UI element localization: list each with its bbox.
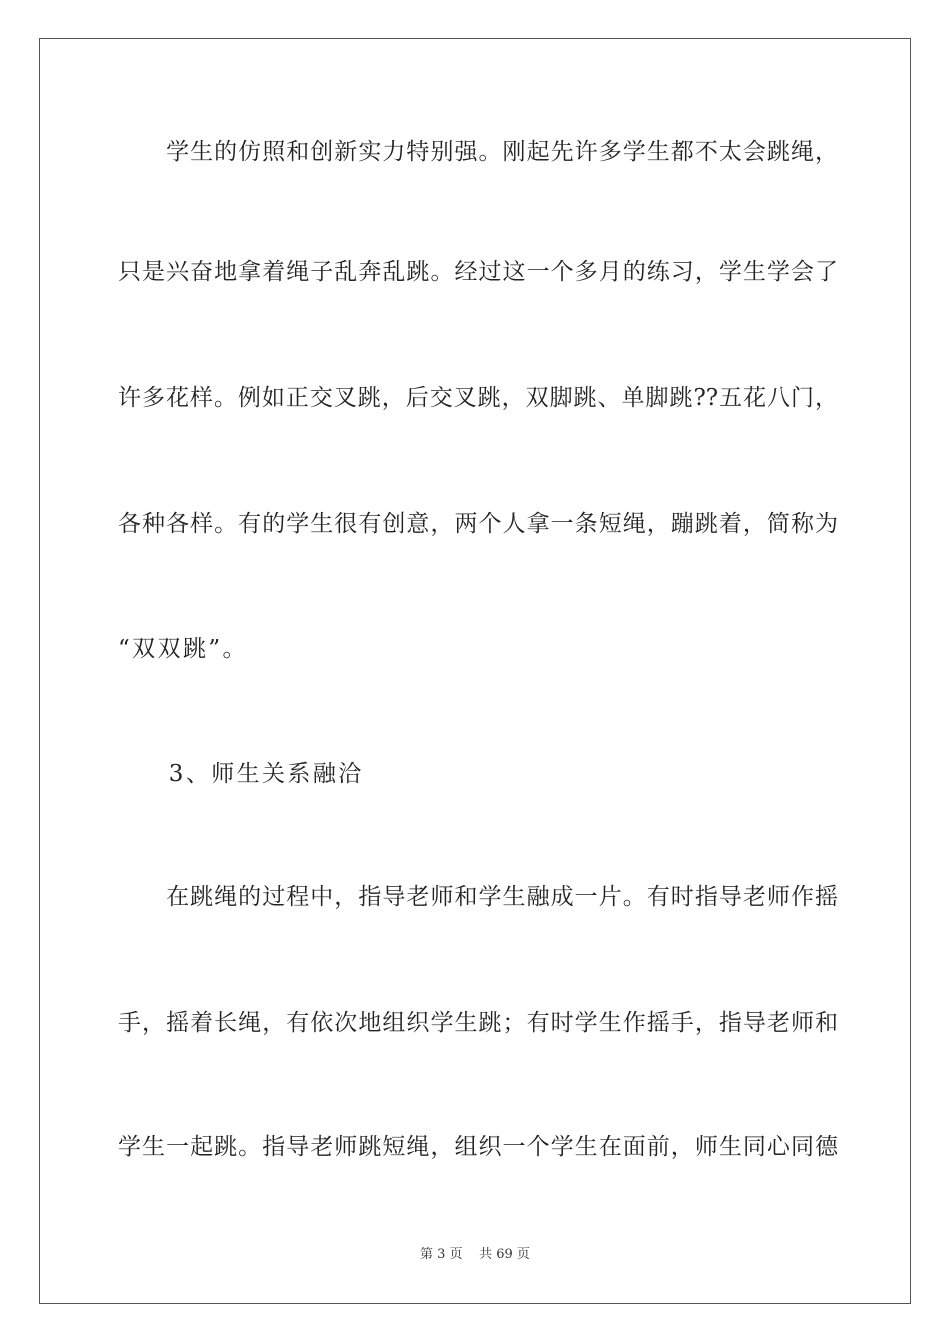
- page-border: [39, 38, 911, 1304]
- page-total: 共 69 页: [479, 1247, 530, 1262]
- text-line: 只是兴奋地拿着绳子乱奔乱跳。经过这一个多月的练习，学生学会了: [118, 259, 838, 285]
- text-line: 许多花样。例如正交叉跳，后交叉跳，双脚跳、单脚跳??五花八门，: [118, 385, 838, 411]
- text-line: 手，摇着长绳，有依次地组织学生跳；有时学生作摇手，指导老师和: [118, 1010, 838, 1036]
- page-number: 第 3 页: [420, 1247, 463, 1262]
- text-line: 在跳绳的过程中，指导老师和学生融成一片。有时指导老师作摇: [118, 884, 838, 910]
- page-footer: [0, 1247, 950, 1263]
- text-line: 学生的仿照和创新实力特别强。刚起先许多学生都不太会跳绳，: [118, 139, 838, 165]
- text-line: 学生一起跳。指导老师跳短绳，组织一个学生在面前，师生同心同德: [118, 1134, 838, 1160]
- text-line: 各种各样。有的学生很有创意，两个人拿一条短绳，蹦跳着，简称为: [118, 511, 838, 537]
- section-heading: 3、师生关系融洽: [118, 761, 364, 787]
- text-line: “双双跳”。: [118, 636, 248, 662]
